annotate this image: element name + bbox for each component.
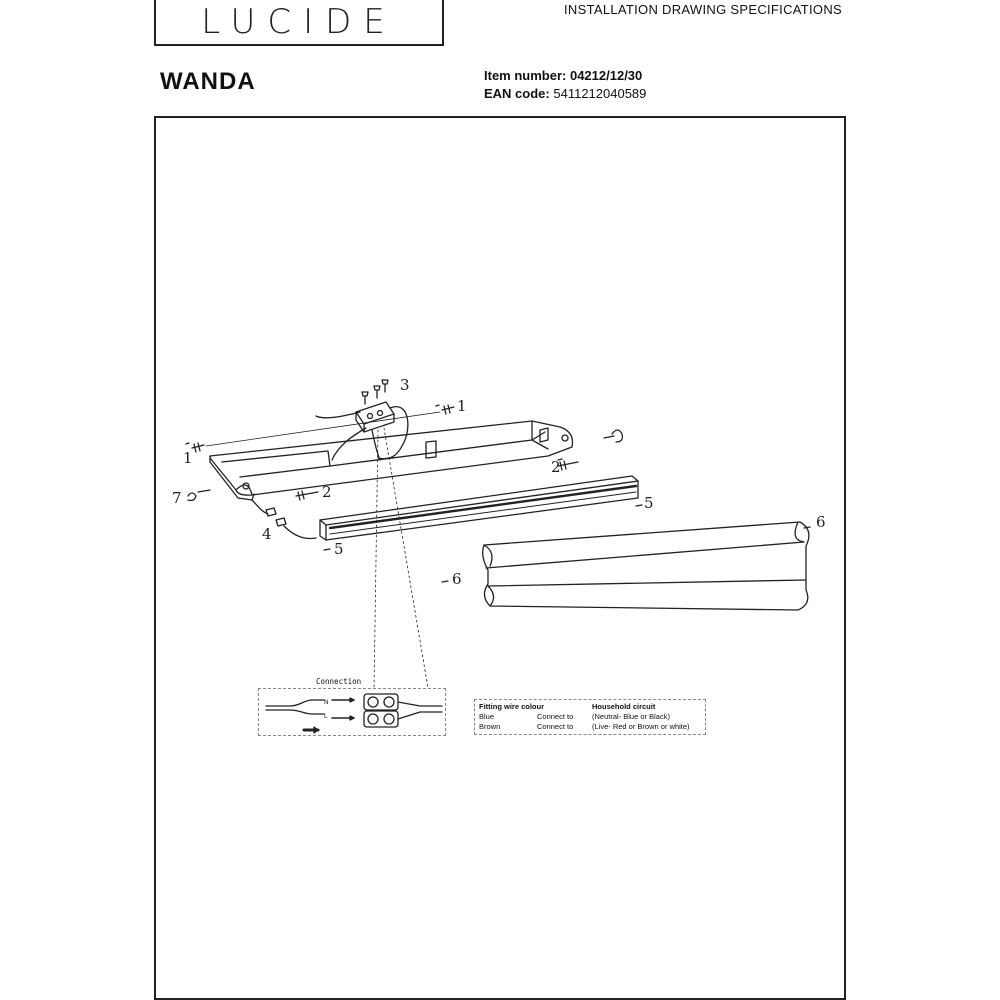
callout-5-left: 5 xyxy=(334,540,344,558)
col-fitting-wire: Fitting wire colour xyxy=(479,702,544,711)
callout-2-right: 2 xyxy=(551,458,561,476)
connection-detail-box xyxy=(258,688,446,736)
neutral-mark: N xyxy=(324,699,329,706)
col-household-circuit: Household circuit xyxy=(592,702,656,711)
document-title: INSTALLATION DRAWING SPECIFICATIONS xyxy=(564,2,842,17)
callout-6-right: 6 xyxy=(816,513,826,531)
callout-1-left: 1 xyxy=(183,449,193,467)
callout-7: 7 xyxy=(172,489,182,507)
screw-6-b xyxy=(804,527,810,528)
mounting-bracket xyxy=(210,421,573,500)
screw-5-a xyxy=(324,549,330,550)
connection-projection xyxy=(374,428,428,688)
screw-1-right xyxy=(436,405,454,414)
ean-code-label: EAN code: xyxy=(484,86,550,101)
wire-action: Connect to xyxy=(537,722,574,731)
callout-4: 4 xyxy=(262,525,272,543)
ean-code-value: 5411212040589 xyxy=(553,86,647,101)
screw-7 xyxy=(188,490,210,501)
live-mark: L xyxy=(324,713,328,720)
wire-colour: Brown xyxy=(479,722,501,731)
callout-2-left: 2 xyxy=(322,483,332,501)
screw-2-right xyxy=(558,459,578,470)
callout-1-right: 1 xyxy=(457,397,467,415)
callout-labels xyxy=(172,376,826,588)
screw-5-b xyxy=(636,505,642,506)
diffuser-cover xyxy=(483,522,809,610)
led-profile xyxy=(320,476,638,540)
wire-colour: Blue xyxy=(479,712,495,721)
terminal-block xyxy=(316,402,408,460)
item-number-value: 04212/12/30 xyxy=(569,68,643,83)
product-name: WANDA xyxy=(160,68,256,95)
callout-5-right: 5 xyxy=(644,494,654,512)
brand-logo-text: LUCIDE xyxy=(201,2,397,42)
callout-6-left: 6 xyxy=(452,570,462,588)
wire-table-row xyxy=(479,712,701,722)
wire-action: Connect to xyxy=(537,712,574,721)
wire-target: (Neutral- Blue or Black) xyxy=(592,712,670,721)
wire-target: (Live- Red or Brown or white) xyxy=(592,722,690,731)
screw-2-left xyxy=(296,491,318,500)
wire-table-header xyxy=(479,702,701,712)
screws-3 xyxy=(362,380,388,404)
item-number-label: Item number: xyxy=(484,68,567,83)
connection-label: Connection xyxy=(316,677,362,686)
screw-6-a xyxy=(442,581,448,582)
wire-colour-table xyxy=(474,699,706,735)
wire-table-row xyxy=(479,722,701,732)
callout-3: 3 xyxy=(400,376,410,394)
hook-right xyxy=(604,430,622,442)
